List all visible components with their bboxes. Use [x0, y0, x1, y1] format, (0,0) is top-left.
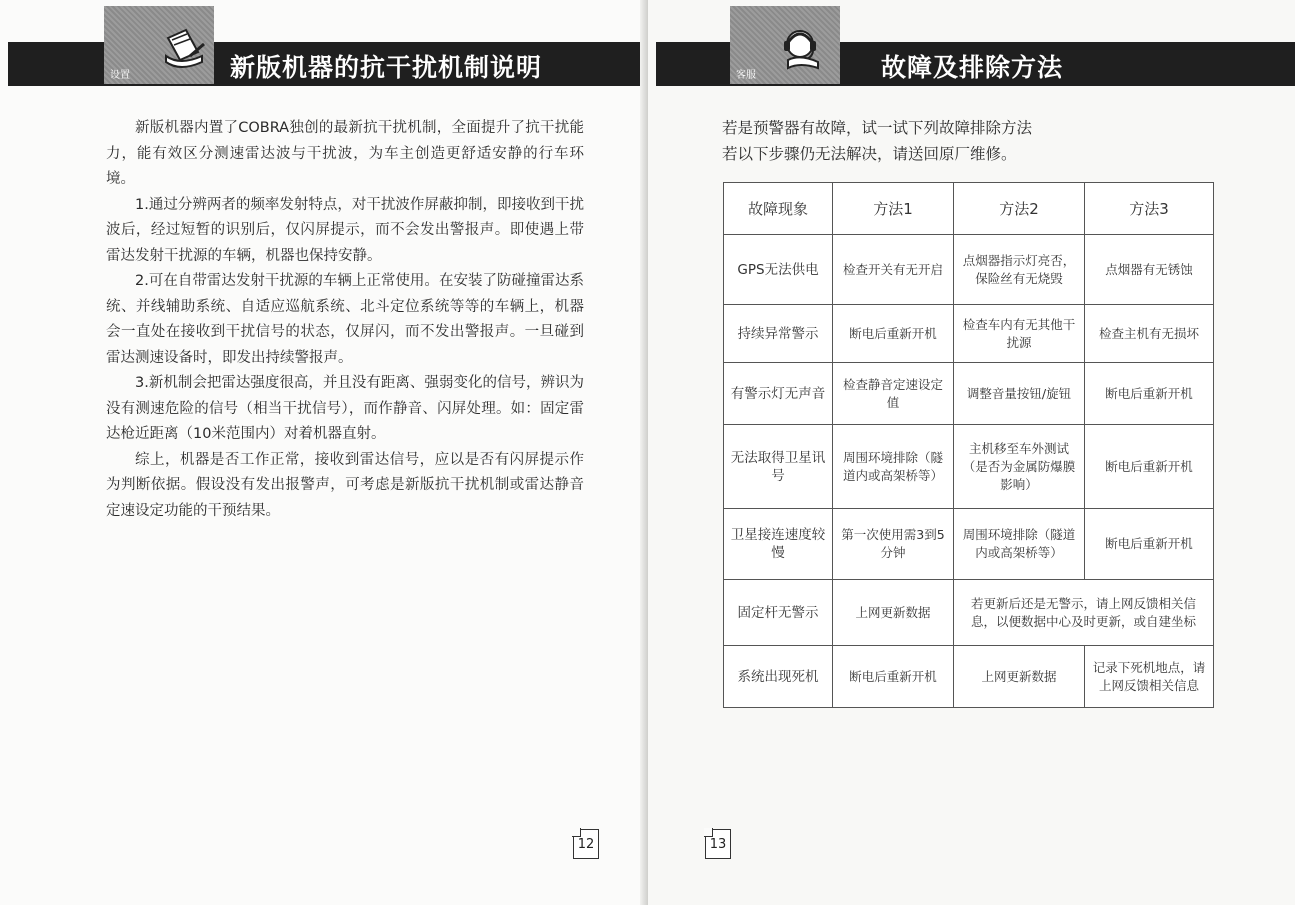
paragraph-intro: 新版机器内置了COBRA独创的最新抗干扰机制，全面提升了抗干扰能力，能有效区分测速雷达波与干扰波，为车主创造更舒适安静的行车环境。 — [106, 120, 584, 187]
method-1-cell: 上网更新数据 — [833, 580, 954, 646]
left-page-title: 新版机器的抗干扰机制说明 — [230, 53, 543, 82]
paragraph-point-2: 2.可在自带雷达发射干扰源的车辆上正常使用。在安装了防碰撞雷达系统、并线辅助系统、自适应巡航系统、北斗定位系统等等的车辆上，机器会一直处在接收到干扰信号的状态，仅屏闪，而不发出警报声。一旦碰到雷达测速设备时，即发出持续警报声。 — [106, 273, 584, 366]
symptom-cell: 卫星接连速度较慢 — [724, 509, 833, 580]
table-row — [724, 646, 1214, 708]
troubleshooting-table — [723, 182, 1214, 708]
table-header-row — [724, 183, 1214, 235]
table-row — [724, 363, 1214, 425]
paragraph-summary: 综上，机器是否工作正常，接收到雷达信号，应以是否有闪屏提示作为判断依据。假设没有发出报警声，可考虑是新版抗干扰机制或雷达静音定速设定功能的干预结果。 — [106, 451, 584, 519]
troubleshooting-intro — [722, 115, 1202, 167]
method-1-cell: 第一次使用需3到5分钟 — [833, 509, 954, 580]
table-row — [724, 305, 1214, 363]
method-1-cell: 检查开关有无开启 — [833, 235, 954, 305]
table-row — [724, 580, 1214, 646]
symptom-cell: 有警示灯无声音 — [724, 363, 833, 425]
header-method-3: 方法3 — [1085, 183, 1214, 235]
right-section-label: 客服 — [736, 70, 756, 81]
symptom-cell: GPS无法供电 — [724, 235, 833, 305]
method-1-cell: 断电后重新开机 — [833, 305, 954, 363]
method-1-cell: 周围环境排除（隧道内或高架桥等） — [833, 425, 954, 509]
intro-line-1: 若是预警器有故障，试一试下列故障排除方法 — [722, 119, 1033, 137]
paragraph-point-3: 3.新机制会把雷达强度很高，并且没有距离、强弱变化的信号，辨识为没有测速危险的信号（相当干扰信号），而作静音、闪屏处理。如：固定雷达枪近距离（10米范围内）对着机器直射。 — [106, 375, 584, 442]
method-2-cell: 周围环境排除（隧道内或高架桥等） — [954, 509, 1085, 580]
method-3-cell: 断电后重新开机 — [1085, 363, 1214, 425]
method-3-cell: 检查主机有无损坏 — [1085, 305, 1214, 363]
method-2-3-merged-cell: 若更新后还是无警示，请上网反馈相关信息，以便数据中心及时更新，或自建坐标 — [954, 580, 1214, 646]
method-1-cell: 检查静音定速设定值 — [833, 363, 954, 425]
method-2-cell: 调整音量按钮/旋钮 — [954, 363, 1085, 425]
method-3-cell: 点烟器有无锈蚀 — [1085, 235, 1214, 305]
notebook-pen-icon — [160, 26, 206, 72]
header-method-2: 方法2 — [954, 183, 1085, 235]
right-page-title: 故障及排除方法 — [881, 53, 1064, 82]
page-number-right: 13 — [705, 829, 731, 859]
anti-interference-description — [106, 116, 584, 524]
method-2-cell: 主机移至车外测试（是否为金属防爆膜影响） — [954, 425, 1085, 509]
support-headset-icon — [778, 26, 824, 72]
method-3-cell: 记录下死机地点，请上网反馈相关信息 — [1085, 646, 1214, 708]
left-section-label: 设置 — [110, 70, 130, 81]
table-row — [724, 425, 1214, 509]
paragraph-point-1: 1.通过分辨两者的频率发射特点，对干扰波作屏蔽抑制，即接收到干扰波后，经过短暂的识别后，仅闪屏提示，而不会发出警报声。即使遇上带雷达发射干扰源的车辆，机器也保持安静。 — [106, 196, 584, 264]
header-symptom: 故障现象 — [724, 183, 833, 235]
method-1-cell: 断电后重新开机 — [833, 646, 954, 708]
symptom-cell: 固定杆无警示 — [724, 580, 833, 646]
header-method-1: 方法1 — [833, 183, 954, 235]
symptom-cell: 系统出现死机 — [724, 646, 833, 708]
method-2-cell: 上网更新数据 — [954, 646, 1085, 708]
symptom-cell: 无法取得卫星讯号 — [724, 425, 833, 509]
method-3-cell: 断电后重新开机 — [1085, 509, 1214, 580]
method-2-cell: 点烟器指示灯亮否，保险丝有无烧毁 — [954, 235, 1085, 305]
page-number-left: 12 — [573, 829, 599, 859]
intro-line-2: 若以下步骤仍无法解决，请送回原厂维修。 — [722, 145, 1017, 163]
method-2-cell: 检查车内有无其他干扰源 — [954, 305, 1085, 363]
symptom-cell: 持续异常警示 — [724, 305, 833, 363]
method-3-cell: 断电后重新开机 — [1085, 425, 1214, 509]
table-row — [724, 235, 1214, 305]
table-row — [724, 509, 1214, 580]
